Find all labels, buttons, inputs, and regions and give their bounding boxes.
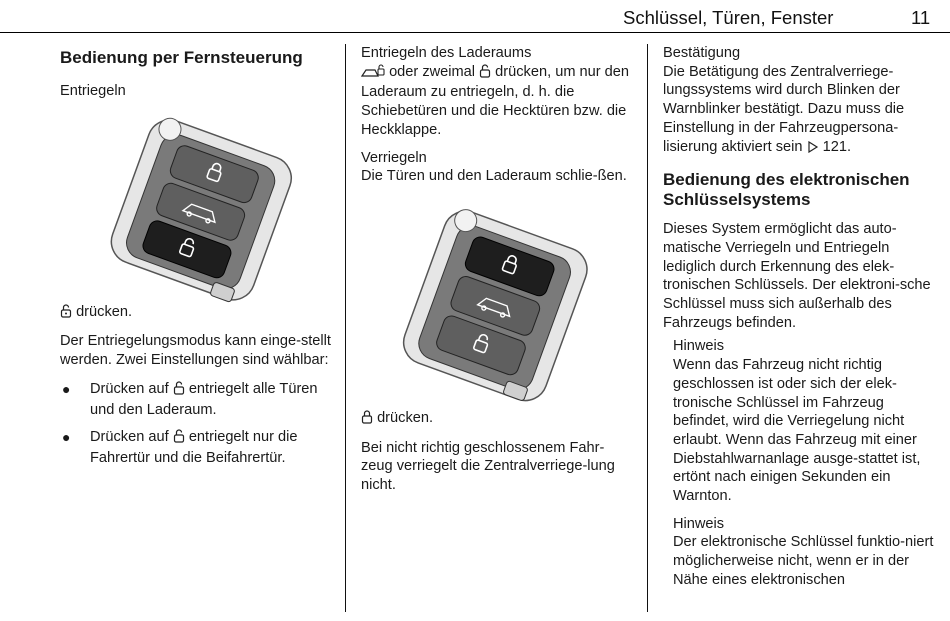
note-box	[663, 337, 938, 505]
note-text: Wenn das Fahrzeug nicht richtig geschlossen ist oder sich der elek-tronische Schlüssel im Fahrzeug befindet, wird die Verriegelung nicht erlaubt. Wenn das Fahrzeug mit einer Diebstahlwarnanlage ausge-stattet ist, ertönt nach einigen Sekunden ein Warnton.	[673, 357, 921, 505]
lock-open-icon	[60, 304, 72, 324]
setting-list	[60, 380, 335, 468]
list-item: ● Drücken auf entriegelt alle Türen und den Laderaum.	[62, 380, 318, 418]
press-unlock-line	[60, 303, 335, 324]
lock-open-icon	[479, 64, 491, 84]
page-number: 11	[911, 7, 931, 28]
key-fob-image	[87, 113, 335, 301]
column-middle	[361, 44, 635, 495]
subsection-title: Entriegeln	[60, 83, 126, 99]
cargo-unlock-icon	[361, 64, 385, 84]
page-reference-icon	[807, 140, 819, 159]
press-label: drücken.	[76, 303, 133, 320]
column-divider	[345, 44, 346, 612]
bullet-dot: ●	[62, 429, 71, 446]
press-label: drücken.	[377, 409, 434, 426]
page-reference[interactable]: 121.	[822, 138, 852, 155]
key-fob-image	[376, 204, 635, 404]
chapter-title: Schlüssel, Türen, Fenster	[623, 7, 834, 28]
not-closed-paragraph: Bei nicht richtig geschlossenem Fahr-zeug verriegelt die Zentralverriege-lung nicht.	[361, 439, 615, 494]
lock-open-icon	[173, 429, 185, 449]
note-box	[663, 515, 938, 590]
bullet-dot: ●	[62, 380, 71, 397]
header-rule	[0, 32, 950, 33]
intro-paragraph: Dieses System ermöglicht das auto-matische Verriegeln und Entriegeln lediglich durch Erkennung des elek-tronischen Schlüssels. Der elektroni-sche Schlüssel muss sich außerhalb des Fahrzeugs befinden.	[663, 221, 931, 331]
page-header	[0, 0, 950, 33]
cargo-paragraph: oder zweimal drücken, um nur den Laderaum zu entriegeln, d. h. die Schiebetüren und die Hecktüren bzw. die Heckklappe.	[361, 63, 630, 138]
subsection-title: Bestätigung	[663, 45, 741, 61]
note-text: Der elektronische Schlüssel funktio-niert möglicherweise nicht, wenn er in der Nähe eines elektronischen	[673, 534, 934, 588]
press-lock-line	[361, 409, 635, 430]
list-item: ● Drücken auf entriegelt nur die Fahrertür und die Beifahrertür.	[62, 429, 298, 466]
column-divider	[647, 44, 648, 612]
confirm-paragraph: Die Betätigung des Zentralverriege-lungssystems wird durch Blinken der Warnblinker bestätigt. Dazu muss die Einstellung in der Fahrzeugpersona-lisierung aktiviert sein 121.	[663, 63, 938, 159]
column-left	[60, 44, 335, 477]
lock-paragraph: Die Türen und den Laderaum schlie-ßen.	[361, 168, 627, 185]
section-title: Bedienung des elektronischen Schlüsselsystems	[663, 170, 910, 210]
subsection-title: Verriegeln	[361, 149, 427, 166]
section-title: Bedienung per Fernsteuerung	[60, 48, 303, 67]
subsection-title: Entriegeln des Laderaums	[361, 45, 532, 61]
note-label: Hinweis	[673, 515, 725, 532]
lock-open-icon	[173, 381, 185, 401]
lock-closed-icon	[361, 410, 373, 430]
note-label: Hinweis	[673, 338, 725, 355]
mode-paragraph: Der Entriegelungsmodus kann einge-stellt werden. Zwei Einstellungen sind wählbar:	[60, 333, 331, 369]
column-right	[663, 44, 938, 590]
